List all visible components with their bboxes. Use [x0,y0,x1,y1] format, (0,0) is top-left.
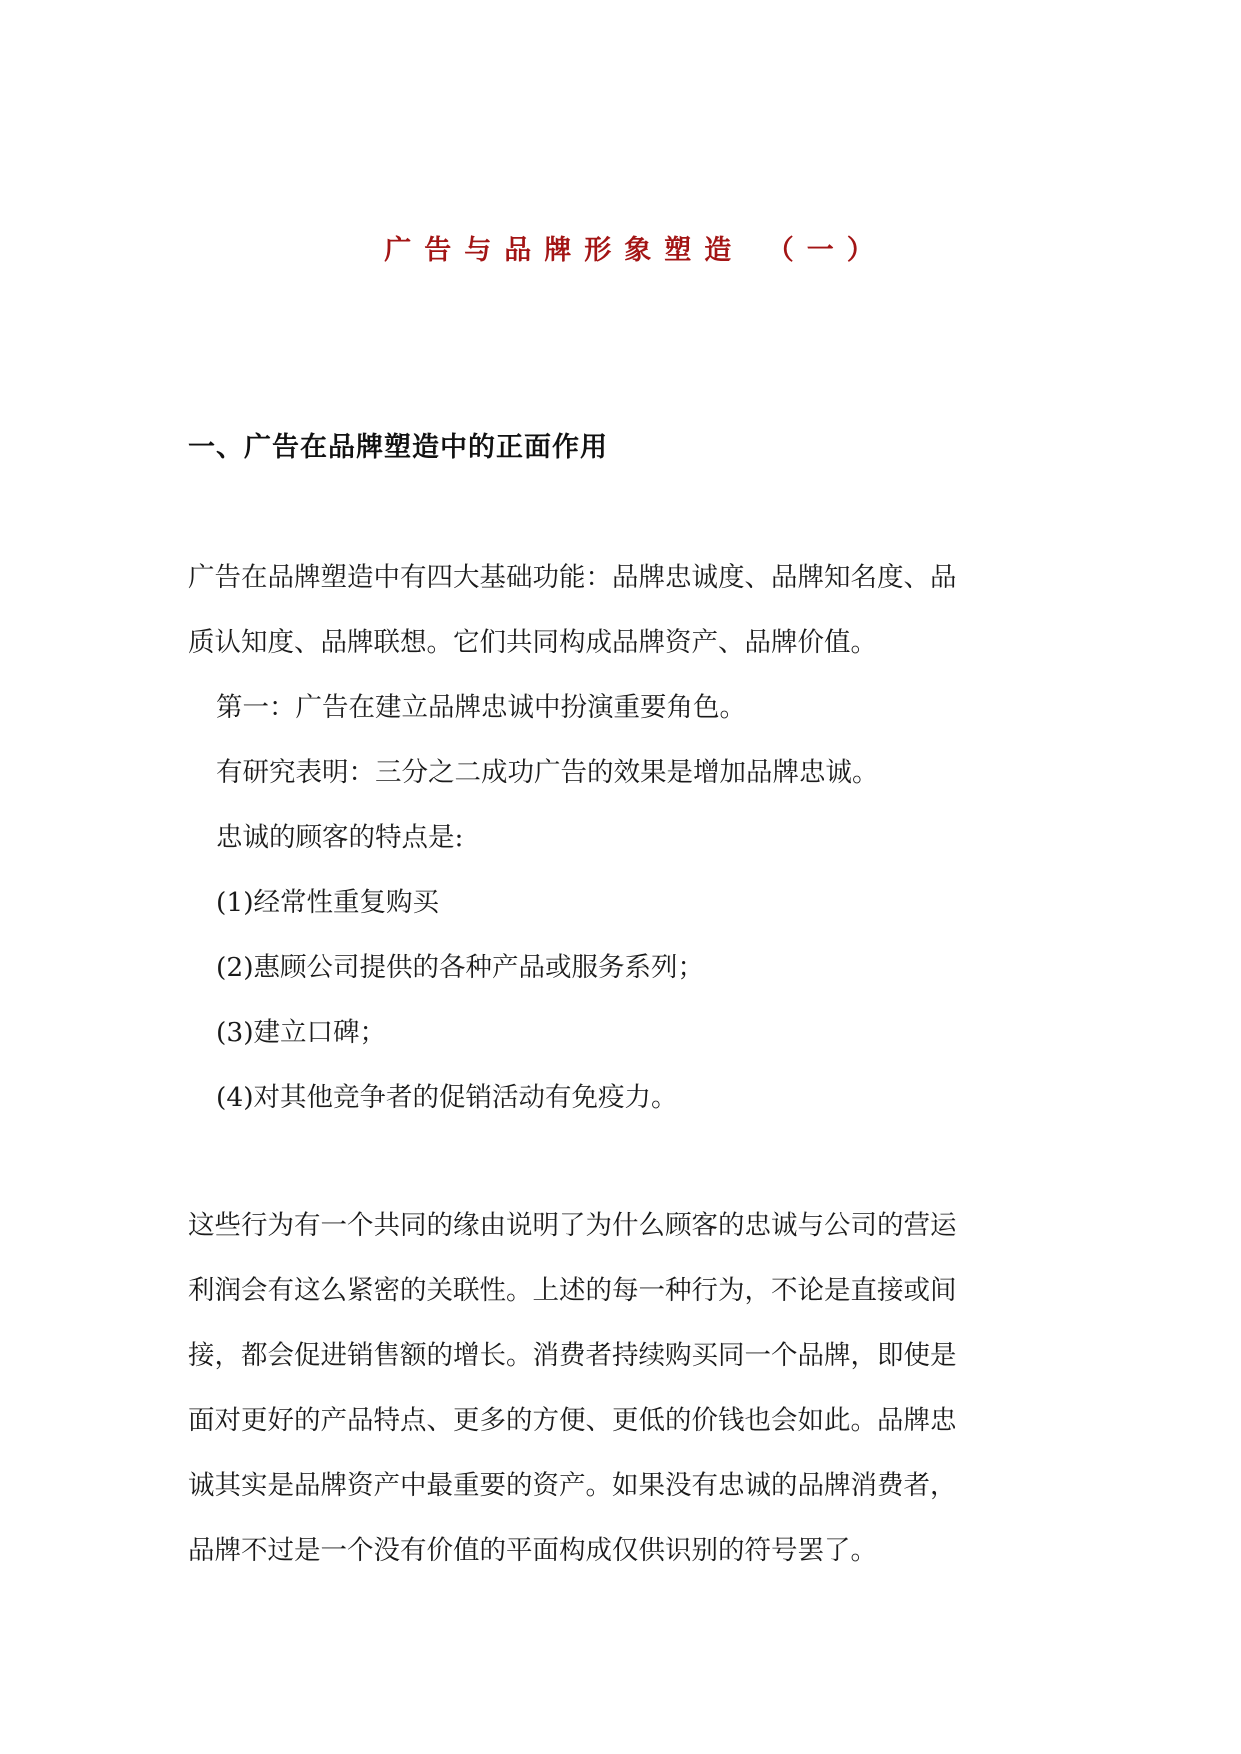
list-item: (1)经常性重复购买 [216,887,440,918]
section-heading: 一、广告在品牌塑造中的正面作用 [188,432,608,463]
list-item: 忠诚的顾客的特点是: [216,822,464,853]
paragraph-line: 质认知度、品牌联想。它们共同构成品牌资产、品牌价值。 [188,627,877,658]
paragraph-line: 品牌不过是一个没有价值的平面构成仅供识别的符号罢了。 [188,1535,877,1566]
paragraph-line: 接，都会促进销售额的增长。消费者持续购买同一个品牌，即使是 [188,1340,957,1371]
paragraph-line: 面对更好的产品特点、更多的方便、更低的价钱也会如此。品牌忠 [188,1405,957,1436]
paragraph-conclusion [188,1193,1038,1583]
paragraph-intro [188,545,1038,675]
paragraph-line: 利润会有这么紧密的关联性。上述的每一种行为，不论是直接或间 [188,1275,957,1306]
list-item: 第一：广告在建立品牌忠诚中扮演重要角色。 [216,692,746,723]
indented-points-list [216,675,879,1130]
document-title: 广告与品牌形象塑造 （一） [384,235,887,266]
paragraph-line: 广告在品牌塑造中有四大基础功能：品牌忠诚度、品牌知名度、品 [188,562,957,593]
list-item: 有研究表明：三分之二成功广告的效果是增加品牌忠诚。 [216,757,879,788]
paragraph-line: 这些行为有一个共同的缘由说明了为什么顾客的忠诚与公司的营运 [188,1210,957,1241]
list-item: (2)惠顾公司提供的各种产品或服务系列； [216,952,705,983]
list-item: (3)建立口碑； [216,1017,387,1048]
list-item: (4)对其他竞争者的促销活动有免疫力。 [216,1082,678,1113]
paragraph-line: 诚其实是品牌资产中最重要的资产。如果没有忠诚的品牌消费者， [188,1470,957,1501]
